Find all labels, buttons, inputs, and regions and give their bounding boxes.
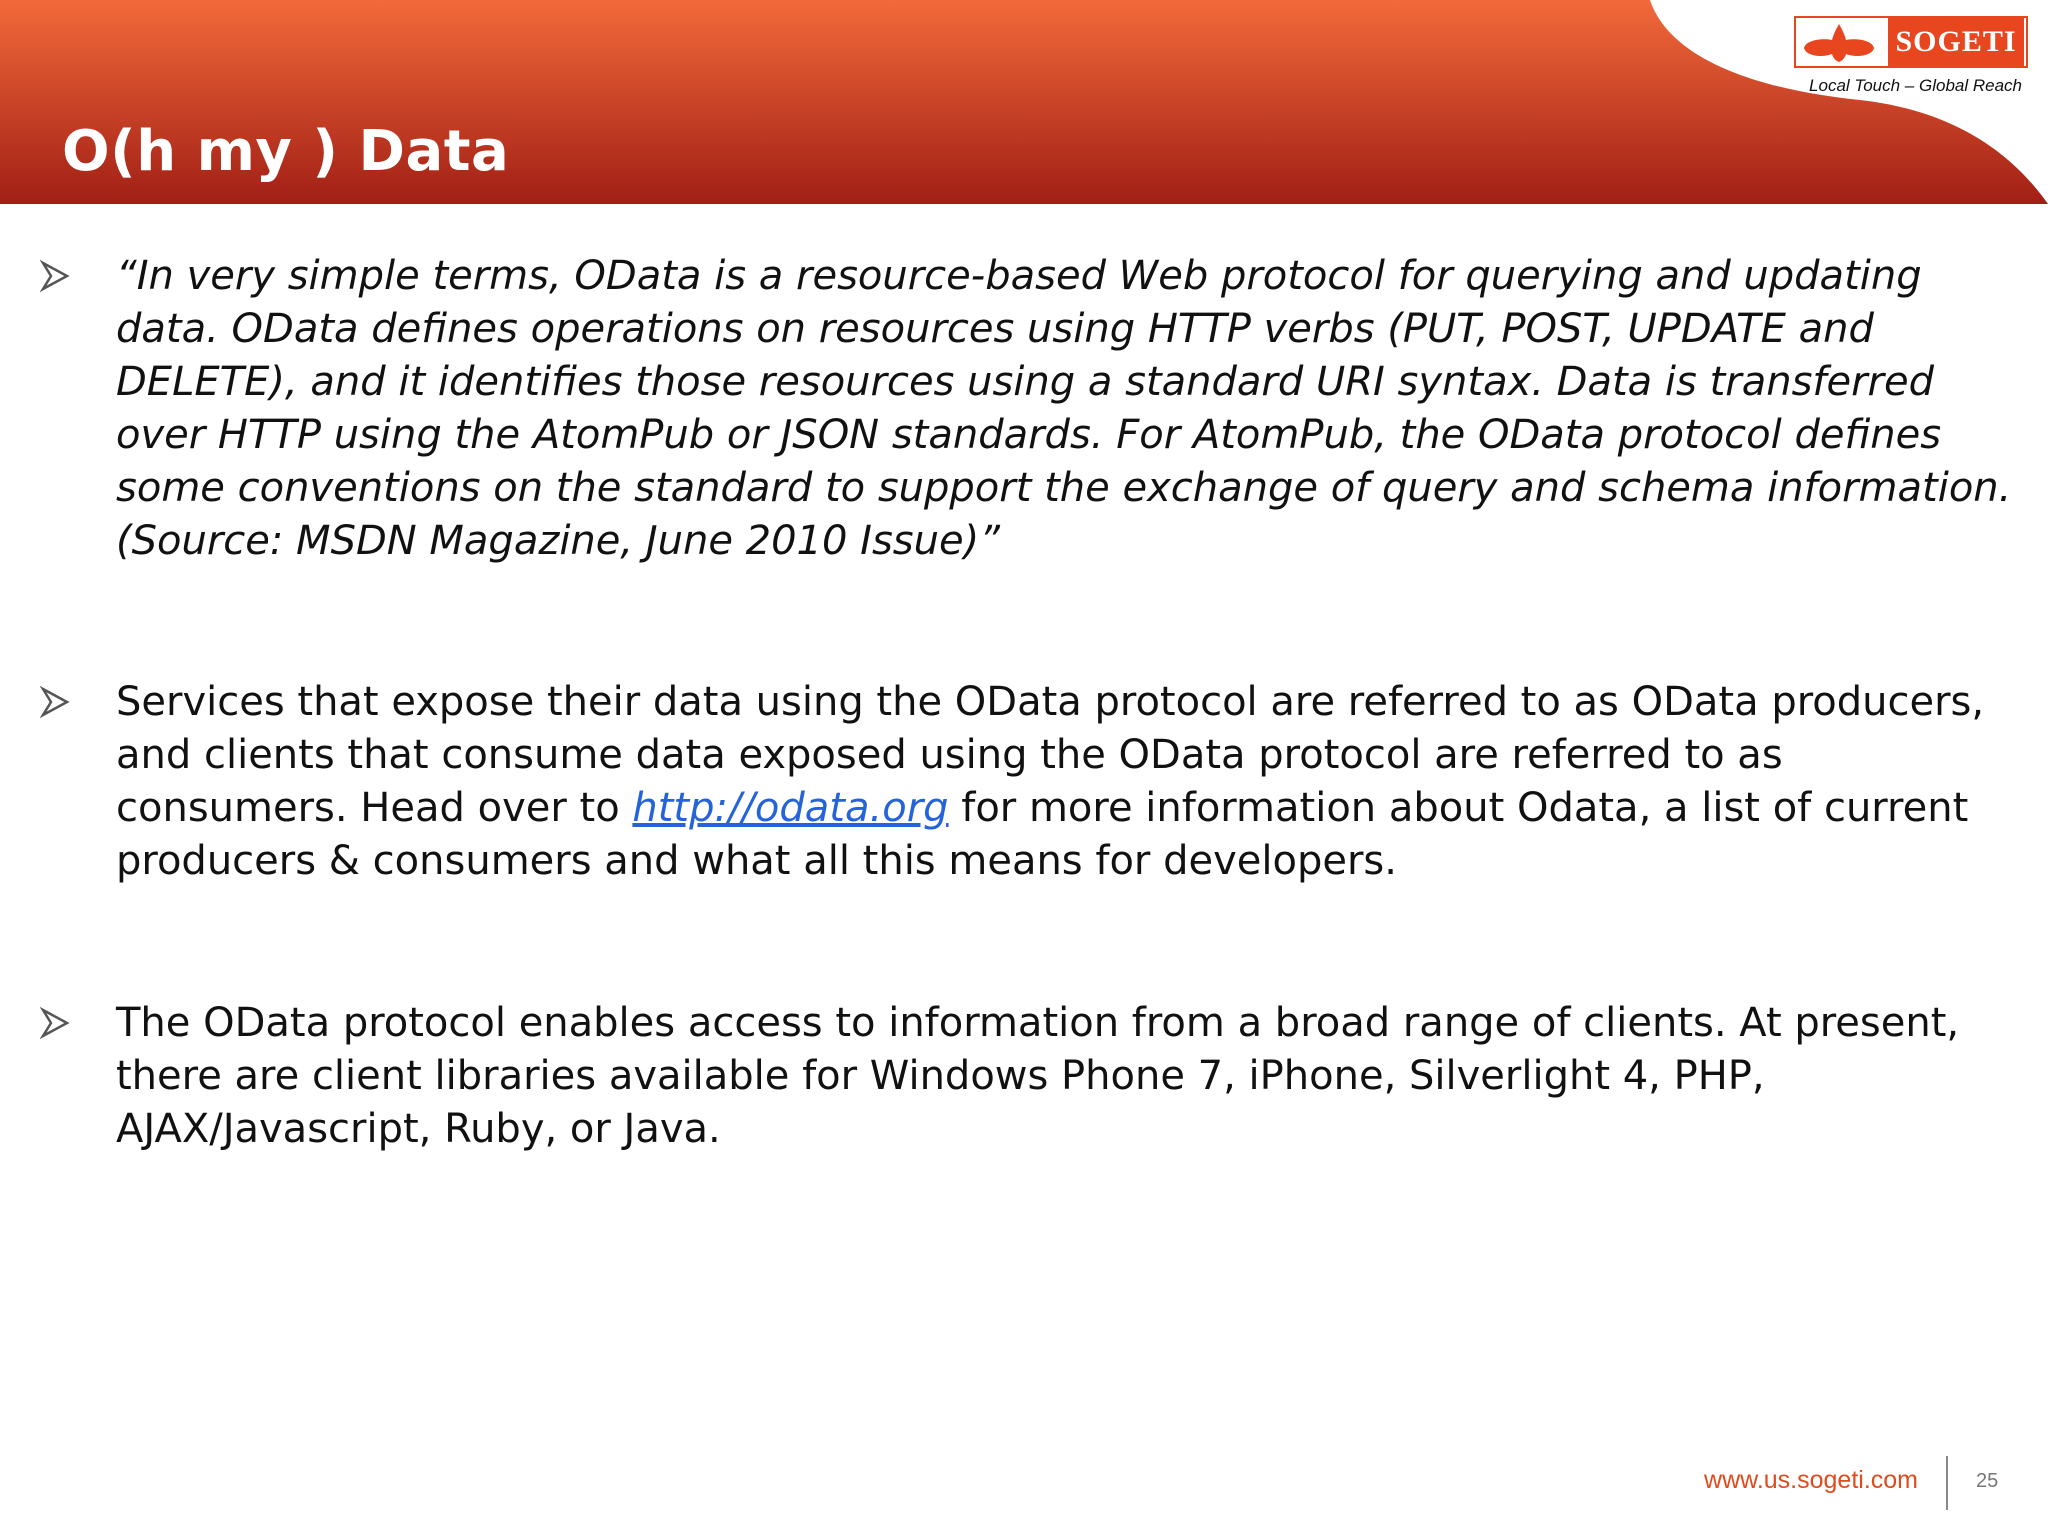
sogeti-logo (1794, 16, 2028, 68)
arrow-bullet-icon (40, 1007, 70, 1039)
logo-wordmark: SOGETI (1888, 18, 2024, 66)
footer-divider (1946, 1456, 1948, 1510)
bullet-text (116, 676, 2016, 888)
bullet-text-after: for more information about Odata, a list of current producers & consumers and what all this means for developers. (116, 785, 1969, 884)
slide-header-band (0, 0, 2048, 204)
spade-emblem-icon (1796, 18, 1882, 66)
bullet-text-before: Services that expose their data using the OData protocol are referred to as OData producers, and clients that consume data exposed using the OData protocol are referred to as consumers. Head over to (116, 679, 1985, 831)
odata-link[interactable]: http://odata.org (632, 785, 949, 831)
page-number: 25 (1976, 1470, 1999, 1492)
bullet-text: The OData protocol enables access to information from a broad range of clients. At present, there are client libraries available for Windows Phone 7, iPhone, Silverlight 4, PHP, AJAX/Javascript, Ruby, or Java. (116, 1000, 1960, 1152)
slide-title: O(h my ) Data (62, 119, 510, 184)
bullet-text: “In very simple terms, OData is a resource-based Web protocol for querying and updating data. OData defines operations on resources using HTTP verbs (PUT, POST, UPDATE and DELETE), and it identifies those resources using a standard URI syntax. Data is transferred over HTTP using the AtomPub or JSON standards. For AtomPub, the OData protocol defines some conventions on the standard to support the exchange of query and schema information. (Source: MSDN Magazine, June 2010 Issue)” (116, 253, 2012, 564)
footer-url: www.us.sogeti.com (1704, 1466, 1918, 1494)
arrow-bullet-icon (40, 260, 70, 292)
brand-tagline: Local Touch – Global Reach (1809, 76, 2022, 95)
arrow-bullet-icon (40, 686, 70, 718)
